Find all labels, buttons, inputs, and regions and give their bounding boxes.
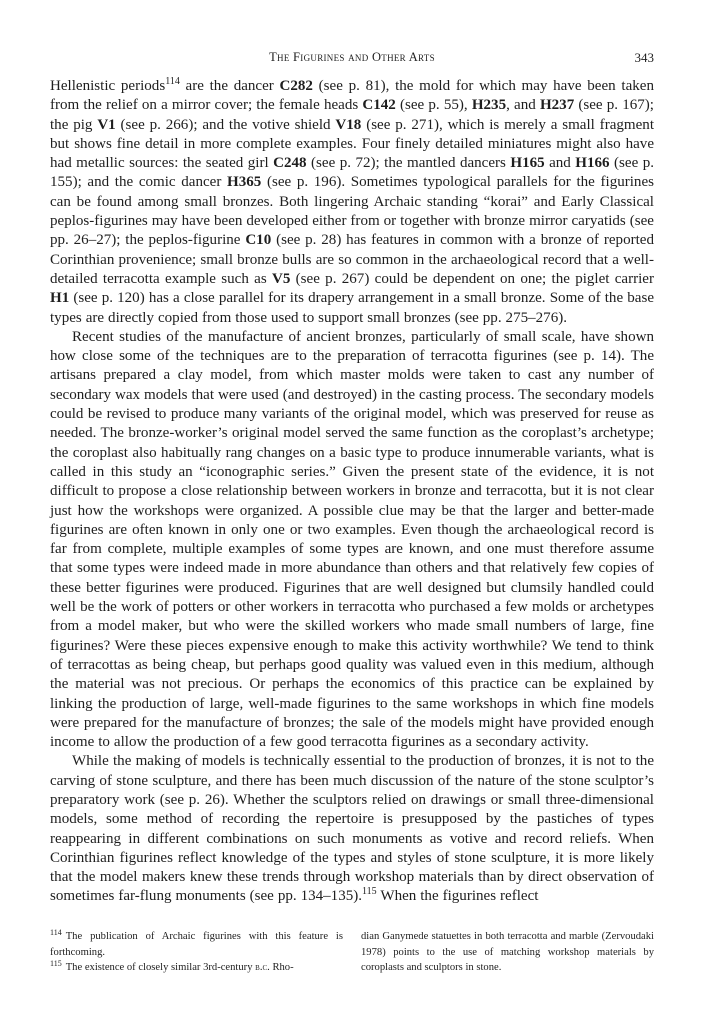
footnote-column-left bbox=[50, 929, 343, 976]
catalog-ref: C248 bbox=[273, 155, 307, 172]
text-run: and bbox=[544, 155, 576, 172]
text-run: (see p. 267) could be dependent on one; the piglet carrier bbox=[290, 270, 655, 287]
body-text bbox=[50, 77, 654, 907]
footnote-115 bbox=[50, 960, 343, 976]
text-run: (see p. 271), which is merely a small fragment but shows fine detail in more complete examples. Four finely detailed miniatures might also have had metallic sources: the seated girl bbox=[50, 116, 654, 172]
text-run: While the making of models is technically essential to the production of bronzes, it is not to the carving of stone sculpture, and there has been much discussion of the nature of the stone sculptor’s preparatory work (see p. 26). Whether the sculptors relied on drawings or small three-dimensional models, some method of recording the repertoire is presupposed by the pastiches of types reappearing in different combinations on such monuments as votive and record reliefs. When Corinthian figurines reflect knowledge of the types and styles of stone sculpture, it is more likely that the model makers knew these trends through workshop materials than by direct observation of sometimes far-flung monuments (see pp. 134–135). bbox=[50, 753, 654, 905]
footnote-114 bbox=[50, 929, 343, 960]
catalog-ref: V18 bbox=[335, 116, 362, 133]
page-number: 343 bbox=[634, 50, 654, 65]
footnote-ref-115: 115 bbox=[362, 886, 377, 898]
text-run: (see p. 266); and the votive shield bbox=[115, 116, 336, 133]
text-run: , and bbox=[506, 97, 540, 114]
paragraph-2: Recent studies of the manufacture of ancient bronzes, particularly of small scale, have shown how close some of the techniques are to the preparation of terracotta figurines (see p. 14). The artisans prepared a clay model, from which master molds were taken to cast any number of secondary wax models that were used (and destroyed) in the casting process. The secondary models could be revised to produce many variants of the original model, which was preserved for reuse as needed. The bronze-worker’s original model served the same function as the coroplast’s archetype; the coroplast also habitually rang changes on a basic type to produce innumerable variants, what is called in this study an “iconographic series.” Given the present state of the evidence, it is not difficult to propose a close relationship between workers in bronze and terracotta, but it is not clear just how the workshops were organized. A possible clue may be that the larger and better-made figurines are often known in only one or two examples. Even though the archaeological record is far from complete, multiple examples of some types are known, and one must therefore assume that some types were indeed made in more abundance than others and that relatively few copies of these better figurines were produced. Figurines that are well designed but clumsily handled could well be the work of potters or other workers in terracotta who purchased a few molds or archetypes from a model maker, but who were the skilled workers who made small numbers of large, fine figurines? Were these pieces expensive enough to make this activity worthwhile? We tend to think of terracottas as being cheap, but perhaps good quality was valued even in this medium, although the material was not precious. Or perhaps the economics of this practice can be explained by linking the production of large, well-made figurines to the same workshops in which fine models were prepared for the manufacture of bronzes; the sale of the models might have provided enough income to allow the production of a few good terracotta figurines as a secondary activity. bbox=[50, 328, 654, 751]
catalog-ref: V1 bbox=[97, 116, 116, 133]
text-run: (see p. 167); the pig bbox=[50, 97, 654, 133]
text-run: (see p. 81), the mold for which may have been taken from the relief on a mirror cover; the female heads bbox=[50, 78, 654, 114]
catalog-ref: H166 bbox=[575, 155, 610, 172]
text-run: (see p. 155); and the comic dancer bbox=[50, 155, 655, 191]
catalog-ref: H365 bbox=[227, 174, 262, 191]
catalog-ref: H165 bbox=[510, 155, 545, 172]
running-title: The Figurines and Other Arts bbox=[269, 50, 435, 64]
text-run: When the figurines reflect bbox=[376, 888, 539, 905]
footnote-ref-114: 114 bbox=[165, 76, 180, 87]
footnote-number: 115 bbox=[50, 959, 62, 968]
footnote-text: Rho- bbox=[269, 962, 294, 973]
paragraph-3 bbox=[50, 752, 654, 906]
text-run: are the dancer bbox=[179, 78, 280, 94]
footnote-number: 114 bbox=[50, 928, 62, 937]
catalog-ref: H237 bbox=[539, 97, 575, 114]
catalog-ref: C282 bbox=[279, 78, 313, 94]
text-run: (see p. 72); the mantled dancers bbox=[306, 155, 511, 172]
text-run: (see p. 196). Sometimes typological parallels for the figurines can be found among small bronzes. Both lingering Archaic standing “korai” and Early Classical peplos-figurines may have been developed either from or together with bronze mirror caryatids (see pp. 26–27); the peplos-figurine bbox=[50, 174, 654, 249]
footnote-column-right bbox=[361, 929, 654, 976]
text-run: (see p. 28) has features in common with a bronze of reported Corinthian provenience; small bronze bulls are so common in the archaeological record that a well-detailed terracotta example such as bbox=[50, 232, 654, 287]
footnote-115-continued: dian Ganymede statuettes in both terracotta and marble (Zervoudaki 1978) points to the use of matching workshop materials by coroplasts and sculptors in stone. bbox=[361, 931, 654, 973]
text-run: Hellenistic periods bbox=[50, 78, 166, 94]
catalog-ref: C10 bbox=[245, 232, 272, 249]
footnote-text: The existence of closely similar 3rd-century bbox=[65, 962, 256, 973]
catalog-ref: H235 bbox=[471, 97, 507, 114]
text-run: (see p. 55), bbox=[395, 97, 472, 114]
page-header bbox=[50, 50, 654, 68]
catalog-ref: H1 bbox=[50, 290, 70, 307]
paragraph-1 bbox=[50, 77, 654, 328]
footnotes bbox=[50, 929, 654, 976]
catalog-ref: C142 bbox=[362, 97, 396, 114]
footnote-text: The publication of Archaic figurines with this feature is forthcoming. bbox=[50, 931, 343, 958]
era-abbrev: b.c. bbox=[255, 962, 270, 973]
text-run: (see p. 120) has a close parallel for its drapery arrangement in a small bronze. Some of the base types are directly copied from those used to support small bronzes (see pp. 275–276). bbox=[50, 290, 654, 326]
catalog-ref: V5 bbox=[271, 270, 291, 287]
